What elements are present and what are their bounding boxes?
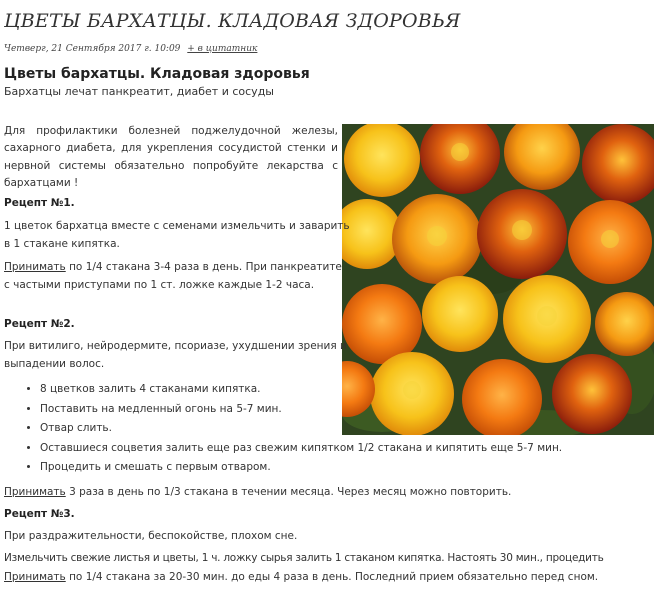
add-to-quotes-link[interactable]: + в цитатник	[187, 44, 258, 54]
post-title: Цветы бархатцы. Кладовая здоровья	[4, 66, 310, 82]
take-link[interactable]: Принимать	[4, 261, 66, 273]
recipe-2-line-1: При витилиго, нейродермите, псориазе, ухудшении зрения и	[4, 340, 347, 352]
post-subtitle: Бархатцы лечат панкреатит, диабет и сосуды	[4, 85, 274, 98]
recipe-3-line-1: При раздражительности, беспокойстве, плохом сне.	[4, 530, 298, 542]
list-item: • Отвар слить.	[40, 419, 562, 439]
recipe-1-line-1: 1 цветок бархатца вместе с семенами измельчить и заварить	[4, 220, 350, 232]
recipe-2-usage	[4, 486, 511, 498]
page-title: ЦВЕТЫ БАРХАТЦЫ. КЛАДОВАЯ ЗДОРОВЬЯ	[4, 10, 461, 32]
recipe-2-usage-text: 3 раза в день по 1/3 стакана в течении месяца. Через месяц можно повторить.	[65, 486, 512, 498]
recipe-2-heading: Рецепт №2.	[4, 318, 75, 330]
recipe-1-usage	[4, 261, 342, 273]
recipe-3-usage-text: по 1/4 стакана за 20-30 мин. до еды 4 раза в день. Последний прием обязательно перед сном.	[65, 571, 599, 583]
recipe-2-steps	[22, 380, 562, 478]
recipe-1-usage-line-2: с частыми приступами по 1 ст. ложке каждые 1-2 часа.	[4, 279, 315, 291]
recipe-3-usage	[4, 571, 598, 583]
recipe-2-line-2: выпадении волос.	[4, 358, 105, 370]
list-item: • Оставшиеся соцветия залить еще раз свежим кипятком 1/2 стакана и кипятить еще 5-7 мин.	[40, 439, 562, 459]
recipe-3-heading: Рецепт №3.	[4, 508, 75, 520]
list-item: • Поставить на медленный огонь на 5-7 мин.	[40, 400, 562, 420]
post-date: Четверг, 21 Сентября 2017 г. 10:09	[4, 44, 181, 54]
recipe-1-heading: Рецепт №1.	[4, 197, 75, 209]
list-item: • Процедить и смешать с первым отваром.	[40, 458, 562, 478]
recipe-3-line-2: Измельчить свежие листья и цветы, 1 ч. ложку сырья залить 1 стаканом кипятка. Настоять 30 мин., процедить	[4, 552, 604, 564]
intro-paragraph: Для профилактики болезней поджелудочной железы, сахарного диабета, для укрепления сосудистой стенки и нервной системы обязательно попробуйте лекарства с бархатцами !	[4, 125, 338, 189]
post-meta	[4, 44, 257, 54]
take-link[interactable]: Принимать	[4, 486, 66, 498]
take-link[interactable]: Принимать	[4, 571, 66, 583]
recipe-1-line-2: в 1 стакане кипятка.	[4, 238, 120, 250]
list-item: • 8 цветков залить 4 стаканами кипятка.	[40, 380, 562, 400]
recipe-1-usage-text: по 1/4 стакана 3-4 раза в день. При панкреатите	[65, 261, 342, 273]
